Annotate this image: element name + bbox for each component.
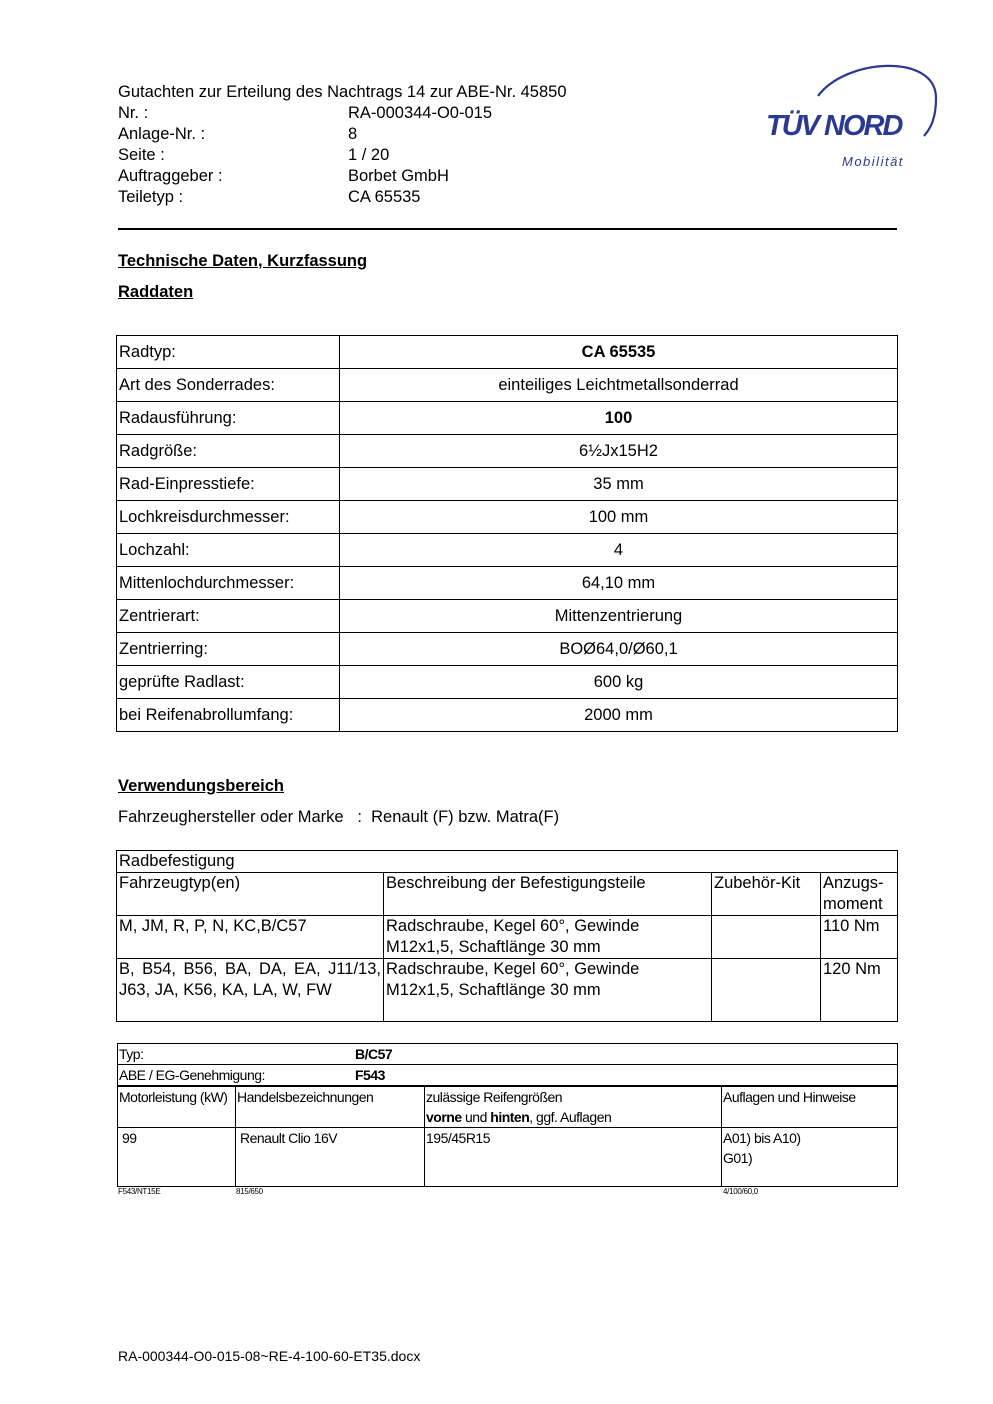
raddaten-label: bei Reifenabrollumfang:: [117, 699, 340, 732]
vehicle-foot-code: F543/NT15E: [118, 1187, 161, 1196]
manufacturer-value: Renault (F) bzw. Matra(F): [371, 808, 560, 826]
header-value: CA 65535: [348, 188, 421, 206]
header-value: Borbet GmbH: [348, 167, 449, 185]
raddaten-value: BOØ64,0/Ø60,1: [340, 633, 898, 666]
raddaten-label: Radtyp:: [117, 336, 340, 369]
raddaten-label: geprüfte Radlast:: [117, 666, 340, 699]
manufacturer-line: [118, 808, 559, 827]
table-row: [117, 699, 898, 732]
table-row: [118, 1044, 898, 1065]
column-header-power: Motorleistung (kW): [118, 1086, 236, 1128]
raddaten-value: 100 mm: [340, 501, 898, 534]
vehicle-types-cell: M, JM, R, P, N, KC,B/C57: [117, 916, 384, 959]
column-header-tires: [425, 1086, 722, 1128]
tuv-nord-logo: [766, 58, 941, 173]
raddaten-value: 64,10 mm: [340, 567, 898, 600]
document-footer: RA-000344-O0-015-08~RE-4-100-60-ET35.docx: [118, 1348, 421, 1364]
typ-row: [118, 1044, 898, 1065]
table-row: [117, 851, 898, 873]
column-header: Anzugs- moment: [821, 873, 898, 916]
logo-wordmark: TÜV NORD: [766, 110, 902, 142]
column-header-trade: Handelsbezeichnungen: [236, 1086, 425, 1128]
table-row: [117, 666, 898, 699]
raddaten-value: 2000 mm: [340, 699, 898, 732]
table-row: [117, 567, 898, 600]
section-heading-raddaten: Raddaten: [118, 283, 194, 301]
vehicle-foot-code: 4/100/60,0: [723, 1187, 758, 1196]
torque-cell: 120 Nm: [821, 959, 898, 1022]
fastener-desc-cell: Radschraube, Kegel 60°, Gewinde M12x1,5, Schaftlänge 30 mm: [384, 959, 712, 1022]
abe-label: ABE / EG-Genehmigung:: [119, 1067, 265, 1083]
header-value: RA-000344-O0-015: [348, 104, 493, 122]
column-header: Zubehör-Kit: [712, 873, 821, 916]
header-row-auftraggeber: [118, 166, 492, 187]
table-header-row: [117, 873, 898, 916]
header-key: Anlage-Nr. :: [118, 125, 206, 143]
typ-value: B/C57: [355, 1046, 393, 1062]
abe-row: [118, 1065, 898, 1087]
raddaten-label: Zentrierring:: [117, 633, 340, 666]
table-row: [117, 501, 898, 534]
manufacturer-label: Fahrzeughersteller oder Marke: [118, 808, 344, 826]
manufacturer-sep: :: [357, 808, 362, 826]
tires-header-vorne: vorne: [426, 1109, 462, 1125]
table-row: [117, 402, 898, 435]
header-info: [118, 103, 492, 208]
fastener-desc-cell: Radschraube, Kegel 60°, Gewinde M12x1,5, Schaftlänge 30 mm: [384, 916, 712, 959]
table-row: [118, 1065, 898, 1087]
raddaten-value: 6½Jx15H2: [340, 435, 898, 468]
header-value: 8: [348, 125, 358, 143]
header-divider: [118, 228, 897, 230]
table-header-row: [118, 1086, 898, 1128]
header-row-nr: [118, 103, 492, 124]
raddaten-label: Mittenlochdurchmesser:: [117, 567, 340, 600]
tires-cell: 195/45R15: [425, 1128, 722, 1187]
table-row: [117, 336, 898, 369]
kit-cell: [712, 916, 821, 959]
abe-value: F543: [355, 1067, 385, 1083]
table-row: [117, 534, 898, 567]
table-row: [117, 959, 898, 1022]
raddaten-label: Radgröße:: [117, 435, 340, 468]
section-heading-technical: Technische Daten, Kurzfassung: [118, 252, 368, 270]
column-header-notes: Auflagen und Hinweise: [722, 1086, 898, 1128]
trade-cell: Renault Clio 16V: [236, 1128, 425, 1187]
tires-header-line1: zulässige Reifengrößen: [426, 1089, 563, 1105]
raddaten-value: einteiliges Leichtmetallsonderrad: [340, 369, 898, 402]
header-key: Auftraggeber :: [118, 167, 223, 185]
raddaten-label: Rad-Einpresstiefe:: [117, 468, 340, 501]
header-row-anlage: [118, 124, 492, 145]
table-row: [117, 435, 898, 468]
header-key: Nr. :: [118, 104, 149, 122]
table-row: [117, 468, 898, 501]
notes-cell: [722, 1128, 898, 1187]
raddaten-label: Art des Sonderrades:: [117, 369, 340, 402]
table-row: [117, 916, 898, 959]
raddaten-label: Zentrierart:: [117, 600, 340, 633]
document-title: Gutachten zur Erteilung des Nachtrags 14 zur ABE-Nr. 45850: [118, 83, 567, 101]
column-header: Fahrzeugtyp(en): [117, 873, 384, 916]
table-row: [117, 369, 898, 402]
table-row: [117, 600, 898, 633]
notes-line2: G01): [723, 1150, 753, 1166]
raddaten-value: 100: [340, 402, 898, 435]
kit-cell: [712, 959, 821, 1022]
raddaten-value: Mittenzentrierung: [340, 600, 898, 633]
raddaten-value: 4: [340, 534, 898, 567]
power-cell: 99: [118, 1128, 236, 1187]
typ-label: Typ:: [119, 1046, 144, 1062]
raddaten-value: 600 kg: [340, 666, 898, 699]
raddaten-label: Radausführung:: [117, 402, 340, 435]
radbefestigung-table: [116, 850, 898, 1022]
header-row-seite: [118, 145, 492, 166]
vehicle-foot-code: 815/650: [236, 1187, 263, 1196]
tires-header-hinten: hinten: [490, 1109, 530, 1125]
raddaten-value: CA 65535: [340, 336, 898, 369]
raddaten-value: 35 mm: [340, 468, 898, 501]
table-row: [117, 633, 898, 666]
table-row: [118, 1128, 898, 1187]
tires-header-und: und: [461, 1109, 491, 1125]
tires-header-rest: , ggf. Auflagen: [529, 1109, 612, 1125]
header-key: Teiletyp :: [118, 188, 184, 206]
section-heading-verwendung: Verwendungsbereich: [118, 777, 284, 795]
vehicle-type-table: [117, 1043, 898, 1187]
header-row-teiletyp: [118, 187, 492, 208]
raddaten-label: Lochzahl:: [117, 534, 340, 567]
raddaten-table: [116, 335, 898, 732]
logo-subtitle: Mobilität: [842, 154, 904, 169]
header-key: Seite :: [118, 146, 165, 164]
torque-cell: 110 Nm: [821, 916, 898, 959]
vehicle-types-cell: B, B54, B56, BA, DA, EA, J11/13, J63, JA, K56, KA, LA, W, FW: [117, 959, 384, 1022]
radbefestigung-title: Radbefestigung: [117, 851, 898, 873]
raddaten-label: Lochkreisdurchmesser:: [117, 501, 340, 534]
notes-line1: A01) bis A10): [723, 1130, 801, 1146]
column-header: Beschreibung der Befestigungsteile: [384, 873, 712, 916]
header-value: 1 / 20: [348, 146, 390, 164]
